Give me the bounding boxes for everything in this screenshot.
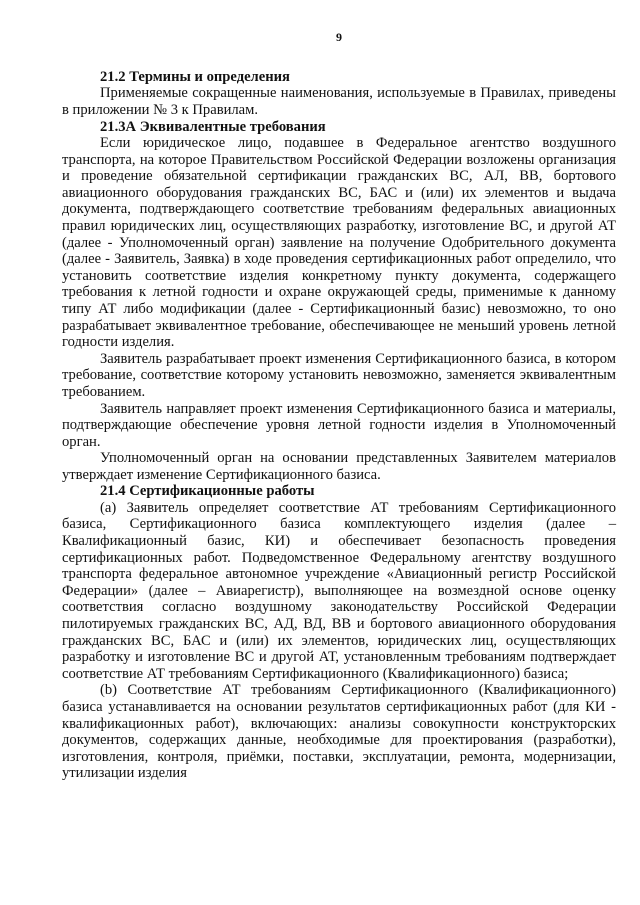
paragraph: Уполномоченный орган на основании представленных Заявителем материалов утверждает изменение Сертификационного базиса. — [62, 450, 616, 483]
page-number: 9 — [336, 30, 342, 44]
section-equivalent-requirements — [62, 119, 616, 484]
paragraph: Если юридическое лицо, подавшее в Федеральное агентство воздушного транспорта, на которое Правительством Российской Федерации возложены организация и проведение обязательной сертификации гражданских ВС, АЛ, ВВ, бортового авиационного оборудования гражданских ВС, БАС и (или) их элементов и выдача документа, подтверждающего соответствие требованиям федеральных авиационных правил юридических лиц, осуществляющих разработку, изготовление ВС, и другой АТ (далее - Уполномоченный орган) заявление на получение Одобрительного документа (далее - Заявитель, Заявка) в ходе проведения сертификационных работ определило, что установить соответствие изделия конкретному пункту документа, содержащего требования к летной годности и охране окружающей среды, применимые к данному типу АТ либо модификации (далее - Сертификационный базис) невозможно, то оно разрабатывает эквивалентное требование, обеспечивающее не меньший уровень летной годности изделия. — [62, 135, 616, 351]
paragraph: Применяемые сокращенные наименования, используемые в Правилах, приведены в приложении № 3 к Правилам. — [62, 85, 616, 118]
paragraph: Заявитель разрабатывает проект изменения Сертификационного базиса, в котором требование, соответствие которому установить невозможно, заменяется эквивалентным требованием. — [62, 350, 616, 400]
paragraph: Заявитель направляет проект изменения Сертификационного базиса и материалы, подтверждающие обеспечение уровня летной годности изделия в Уполномоченный орган. — [62, 400, 616, 450]
section-heading-certification: 21.4 Сертификационные работы — [100, 483, 315, 500]
section-terms — [62, 69, 616, 119]
section-certification-works — [62, 483, 616, 782]
paragraph: (а) Заявитель определяет соответствие АТ требованиям Сертификационного базиса, Сертификационного базиса комплектующего изделия (далее – Квалификационный базис, КИ) и обеспечивает безопасность проведения сертификационных работ. Подведомственное Федеральному агентству воздушного транспорта федеральное автономное учреждение «Авиационный регистр Российской Федерации» (далее – Авиарегистр), выполняющее на возмездной основе оценку соответствия согласно воздушному законодательству Российской Федерации пилотируемых гражданских ВС, АД, ВД, ВВ и бортового авиационного оборудования гражданских ВС, БАС и (или) их элементов, юридических лиц, осуществляющих разработку и изготовление ВС и другой АТ, установленным требованиям подтверждает соответствие АТ требованиям Сертификационного (Квалификационного) базиса; — [62, 499, 616, 682]
section-heading-terms: 21.2 Термины и определения — [100, 69, 290, 85]
section-heading-equivalent: 21.3А Эквивалентные требования — [100, 118, 326, 135]
paragraph: (b) Соответствие АТ требованиям Сертификационного (Квалификационного) базиса устанавливается на основании результатов сертификационных работ (для КИ - квалификационных работ), включающих: анализы совокупности конструкторских документов, содержащих данные, необходимые для проектирования (разработки), изготовления, контроля, приёмки, поставки, эксплуатации, ремонта, модернизации, утилизации изделия — [62, 682, 616, 782]
